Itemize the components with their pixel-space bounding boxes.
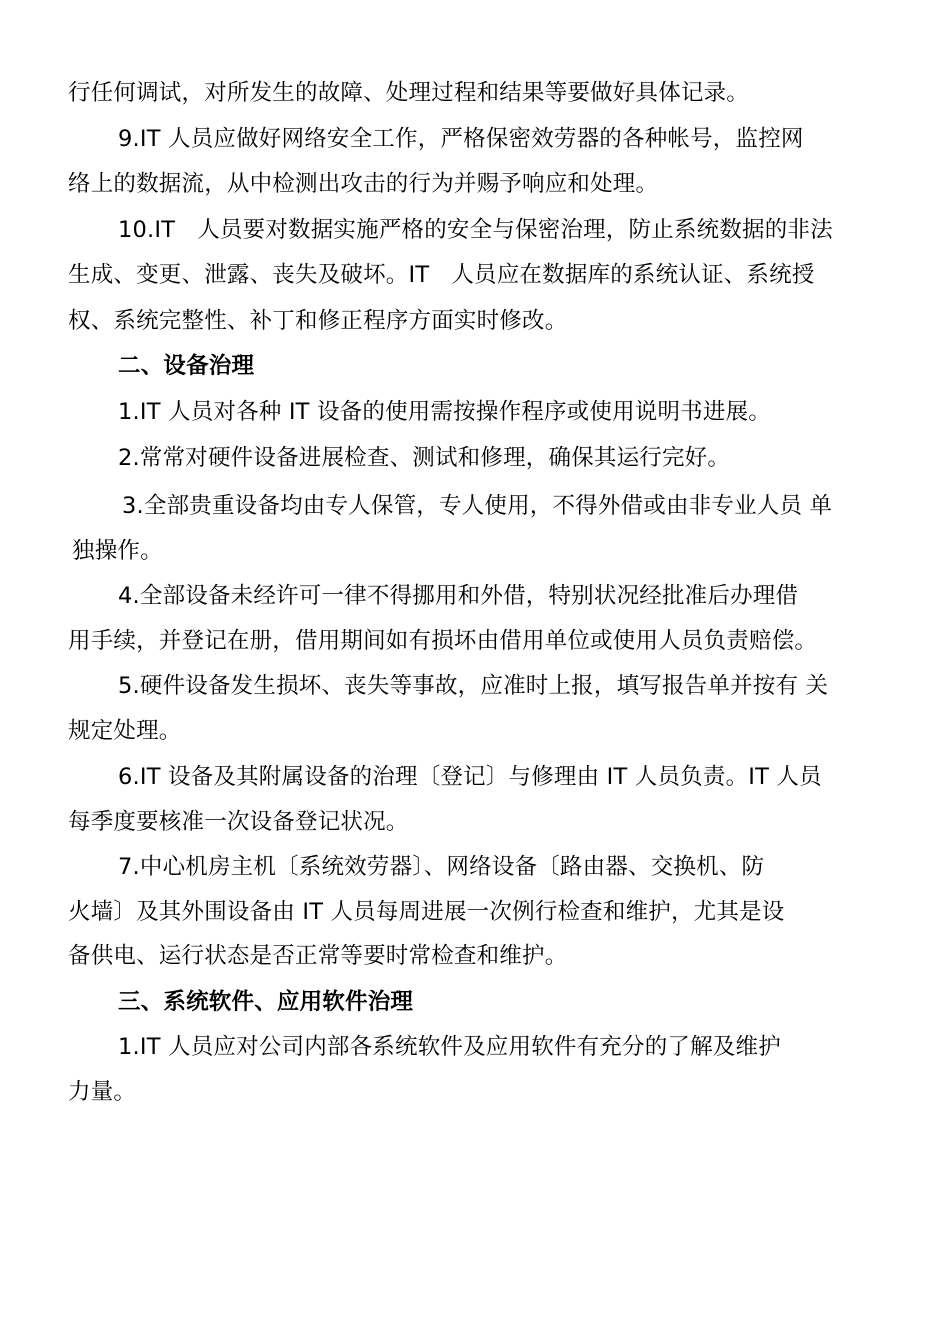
section-heading: 二、设备治理 [118, 353, 255, 379]
paragraph-line: 规定处理。 [68, 718, 182, 744]
paragraph-line: 每季度要核准一次设备登记状况。 [68, 809, 409, 835]
paragraph-line: 备供电、运行状态是否正常等要时常检查和维护。 [68, 943, 568, 969]
paragraph-line: 用手续，并登记在册，借用期间如有损坏由借用单位或使用人员负责赔偿。 [68, 628, 818, 654]
section-heading: 三、系统软件、应用软件治理 [118, 989, 414, 1015]
paragraph-line: 10.IT 人员要对数据实施严格的安全与保密治理，防止系统数据的非法 [118, 217, 833, 243]
paragraph-line: 行任何调试，对所发生的故障、处理过程和结果等要做好具体记录。 [68, 80, 750, 106]
paragraph-line: 3.全部贵重设备均由专人保管，专人使用，不得外借或由非专业人员 单 [122, 493, 833, 519]
paragraph-line: 6.IT 设备及其附属设备的治理〔登记〕与修理由 IT 人员负责。IT 人员 [118, 764, 822, 790]
paragraph-line: 4.全部设备未经许可一律不得挪用和外借，特别状况经批准后办理借 [118, 583, 799, 609]
paragraph-line: 5.硬件设备发生损坏、丧失等事故，应准时上报，填写报告单并按有 关 [118, 673, 829, 699]
paragraph-line: 络上的数据流，从中检测出攻击的行为并赐予响应和处理。 [68, 171, 659, 197]
paragraph-line: 7.中心机房主机〔系统效劳器〕、网络设备〔路由器、交换机、防 [118, 854, 765, 880]
paragraph-line: 1.IT 人员对各种 IT 设备的使用需按操作程序或使用说明书进展。 [118, 399, 771, 425]
paragraph-line: 生成、变更、泄露、丧失及破坏。IT 人员应在数据库的系统认证、系统授 [68, 262, 815, 288]
paragraph-line: 9.IT 人员应做好网络安全工作，严格保密效劳器的各种帐号，监控网 [118, 126, 804, 152]
paragraph-line: 2.常常对硬件设备进展检查、测试和修理，确保其运行完好。 [118, 445, 731, 471]
paragraph-line: 火墙〕及其外围设备由 IT 人员每周进展一次例行检查和维护，尤其是设 [68, 899, 785, 925]
paragraph-line: 力量。 [68, 1079, 137, 1105]
paragraph-line: 权、系统完整性、补丁和修正程序方面实时修改。 [68, 308, 568, 334]
paragraph-line: 独操作。 [72, 538, 163, 564]
paragraph-line: 1.IT 人员应对公司内部各系统软件及应用软件有充分的了解及维护 [118, 1034, 781, 1060]
